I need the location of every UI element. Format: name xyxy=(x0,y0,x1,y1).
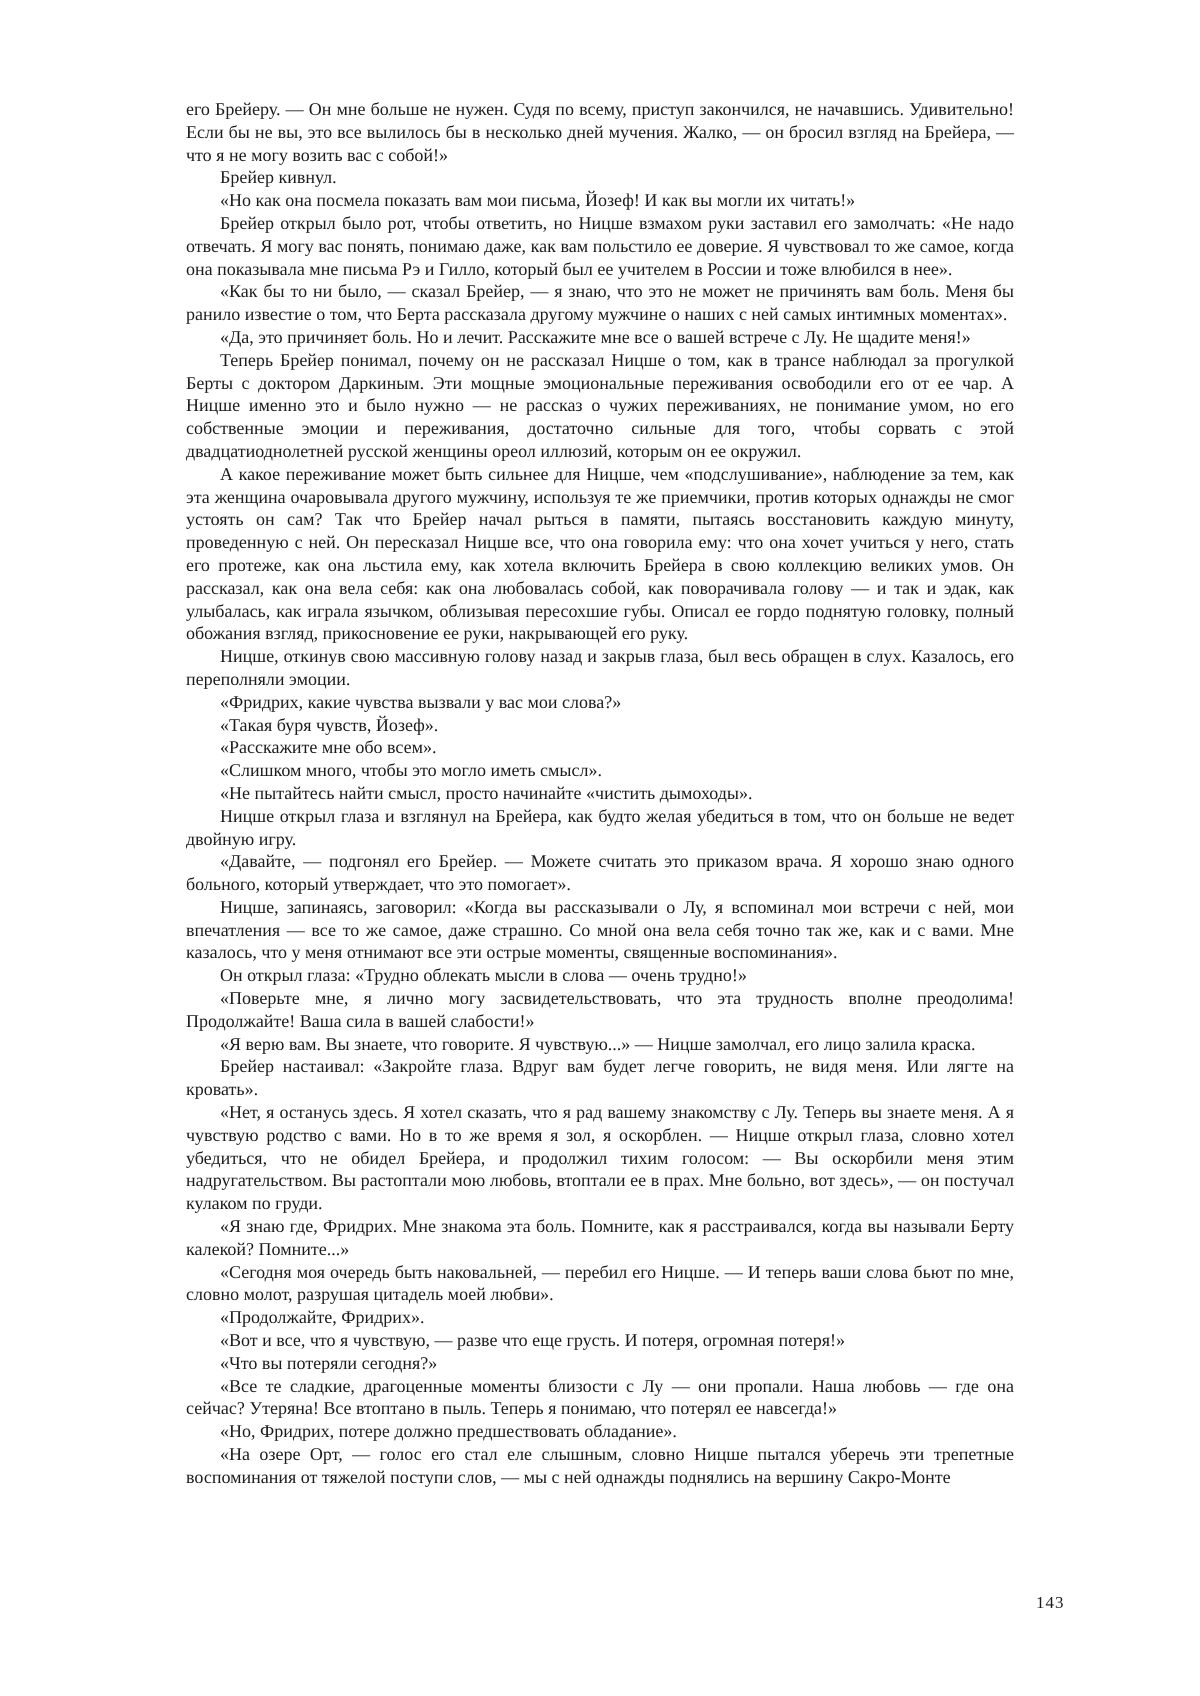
paragraph: «Слишком много, чтобы это могло иметь смысл». xyxy=(220,760,602,781)
paragraph: Ницше, запинаясь, заговорил: «Когда вы рассказывали о Лу, я вспоминал мои встречи с ней, мои впечатления — все то же самое, даже страшно. Со мной она вела себя точно так же, как и с вами. Мне казалось, что у меня отнимают все эти острые моменты, священные воспоминания». xyxy=(186,896,1014,963)
paragraph: «Что вы потеряли сегодня?» xyxy=(220,1352,438,1373)
paragraph: его Брейеру. — Он мне больше не нужен. Судя по всему, приступ закончился, не начавшись. Удивительно! Если бы не вы, это все вылилось бы в несколько дней мучения. Жалко, — он бросил взгляд на Брейера, — что я не могу возить вас с собой!» xyxy=(186,99,1014,165)
paragraph: Брейер кивнул. xyxy=(220,167,337,188)
paragraph: «На озере Орт, — голос его стал еле слышным, словно Ницше пытался уберечь эти трепетные воспоминания от тяжелой поступи слов, — мы с ней однажды поднялись на вершину Сакро-Монте xyxy=(186,1444,1014,1487)
paragraph: «Я верю вам. Вы знаете, что говорите. Я чувствую...» — Ницше замолчал, его лицо залила краска. xyxy=(220,1033,976,1054)
paragraph: «Фридрих, какие чувства вызвали у вас мои слова?» xyxy=(220,691,622,712)
paragraph: «Расскажите мне обо всем». xyxy=(220,737,437,758)
paragraph: «Не пытайтесь найти смысл, просто начинайте «чистить дымоходы». xyxy=(220,782,753,803)
paragraph: «Но как она посмела показать вам мои письма, Йозеф! И как вы могли их читать!» xyxy=(220,190,856,211)
paragraph: «Как бы то ни было, — сказал Брейер, — я знаю, что это не может не причинять вам боль. Меня бы ранило известие о том, что Берта рассказала другому мужчине о наших с ней самых интимных моментах». xyxy=(186,281,1014,325)
text-block xyxy=(186,98,1014,1489)
paragraph: «Такая буря чувств, Йозеф». xyxy=(220,714,439,735)
paragraph: Он открыл глаза: «Трудно облекать мысли в слова — очень трудно!» xyxy=(220,965,747,986)
paragraph: Теперь Брейер понимал, почему он не рассказал Ницше о том, как в трансе наблюдал за прогулкой Берты с доктором Даркиным. Эти мощные эмоциональные переживания освободили его от ее чар. А Ницше именно это и было нужно — не рассказ о чужих переживаниях, не понимание умом, но его собственные эмоции и переживания, достаточно сильные для того, чтобы сорвать с этой двадцатиоднолетней русской женщины ореол иллюзий, которым он ее окружил. xyxy=(186,349,1014,461)
paragraph: «Да, это причиняет боль. Но и лечит. Расскажите мне все о вашей встрече с Лу. Не щадите меня!» xyxy=(220,326,971,347)
paragraph: «Давайте, — подгонял его Брейер. — Можете считать это приказом врача. Я хорошо знаю одного больного, который утверждает, что это помогает». xyxy=(186,851,1014,895)
paragraph: «Сегодня моя очередь быть наковальней, — перебил его Ницше. — И теперь ваши слова бьют по мне, словно молот, разрушая цитадель моей любви». xyxy=(186,1261,1014,1305)
paragraph: «Нет, я останусь здесь. Я хотел сказать, что я рад вашему знакомству с Лу. Теперь вы знаете меня. А я чувствую родство с вами. Но в то же время я зол, я оскорблен. — Ницше открыл глаза, словно хотел убедиться, что не обидел Брейера, и продолжил тихим голосом: — Вы оскорбили меня этим надругательством. Вы растоптали мою любовь, втоптали ее в прах. Мне больно, вот здесь», — он постучал кулаком по груди. xyxy=(186,1102,1014,1214)
paragraph: Брейер открыл было рот, чтобы ответить, но Ницше взмахом руки заставил его замолчать: «Не надо отвечать. Я могу вас понять, понимаю даже, как вам польстило ее доверие. Я чувствовал то же самое, когда она показывала мне письма Рэ и Гилло, который был ее учителем в России и тоже влюбился в нее». xyxy=(186,212,1014,279)
paragraph: Ницше открыл глаза и взглянул на Брейера, как будто желая убедиться в том, что он больше не ведет двойную игру. xyxy=(186,805,1014,849)
page-number: 143 xyxy=(1036,1593,1065,1612)
paragraph: Ницше, откинув свою массивную голову назад и закрыв глаза, был весь обращен в слух. Казалось, его переполняли эмоции. xyxy=(186,646,1014,689)
paragraph: «Поверьте мне, я лично могу засвидетельствовать, что эта трудность вполне преодолима! Продолжайте! Ваша сила в вашей слабости!» xyxy=(186,988,1014,1031)
paragraph: «Но, Фридрих, потере должно предшествовать обладание». xyxy=(220,1421,677,1442)
paragraph: Брейер настаивал: «Закройте глаза. Вдруг вам будет легче говорить, не видя меня. Или лягте на кровать». xyxy=(186,1056,1014,1100)
paragraph: «Все те сладкие, драгоценные моменты близости с Лу — они пропали. Наша любовь — где она сейчас? Утеряна! Все втоптано в пыль. Теперь я понимаю, что потерял ее навсегда!» xyxy=(186,1375,1014,1419)
paragraph: «Я знаю где, Фридрих. Мне знакома эта боль. Помните, как я расстраивался, когда вы называли Берту калекой? Помните...» xyxy=(186,1216,1014,1259)
paragraph: «Продолжайте, Фридрих». xyxy=(220,1307,425,1328)
paragraph: «Вот и все, что я чувствую, — разве что еще грусть. И потеря, огромная потеря!» xyxy=(220,1330,846,1351)
paragraph: А какое переживание может быть сильнее для Ницше, чем «подслушивание», наблюдение за тем, как эта женщина очаровывала другого мужчину, используя те же приемчики, против которых однажды не смог устоять он сам? Так что Брейер начал рыться в памяти, пытаясь восстановить каждую минуту, проведенную с ней. Он пересказал Ницше все, что она говорила ему: что она хочет учиться у него, стать его протеже, как она льстила ему, как хотела включить Брейера в свою коллекцию великих умов. Он рассказал, как она вела себя: как она любовалась собой, как поворачивала голову — и так и эдак, как улыбалась, как играла язычком, облизывая пересохшие губы. Описал ее гордо поднятую головку, полный обожания взгляд, прикосновение ее руки, накрывающей его руку. xyxy=(186,463,1014,644)
